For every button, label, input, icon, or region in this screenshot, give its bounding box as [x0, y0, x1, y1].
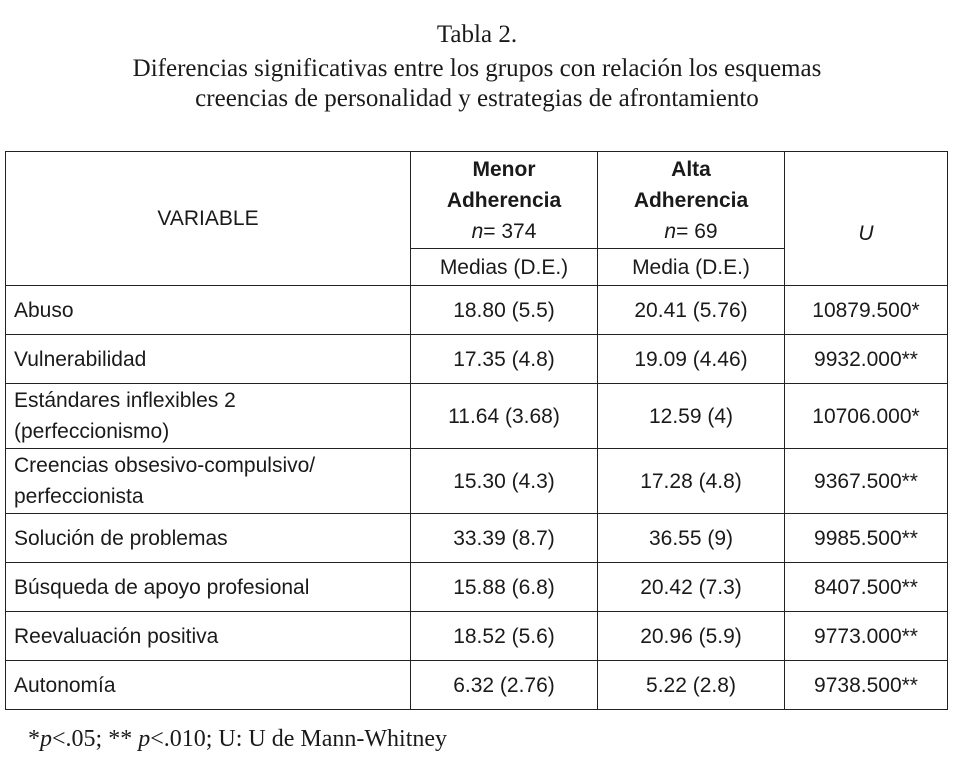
results-table: [5, 151, 948, 710]
table-row: [6, 384, 948, 449]
row-menor: 18.80 (5.5): [411, 286, 598, 335]
table-row: [6, 661, 948, 710]
row-u: 9932.000**: [785, 335, 948, 384]
row-variable: Solución de problemas: [6, 514, 411, 563]
row-alta: 12.59 (4): [598, 384, 785, 449]
row-alta: 20.41 (5.76): [598, 286, 785, 335]
row-variable-line1: Creencias obsesivo-compulsivo/: [14, 454, 316, 477]
row-u: 9773.000**: [785, 612, 948, 661]
row-variable: [6, 384, 411, 449]
table-caption-line-2: creencias de personalidad y estrategias de afrontamiento: [195, 85, 759, 112]
row-alta: 17.28 (4.8): [598, 449, 785, 514]
row-u: 9738.500**: [785, 661, 948, 710]
row-alta: 20.96 (5.9): [598, 612, 785, 661]
table-row: [6, 449, 948, 514]
header-menor-n: n= 374: [471, 219, 537, 243]
row-menor: 6.32 (2.76): [411, 661, 598, 710]
row-variable: Reevaluación positiva: [6, 612, 411, 661]
row-menor: 15.30 (4.3): [411, 449, 598, 514]
table-footnote: *p<.05; ** p<.010; U: U de Mann-Whitney: [28, 726, 448, 752]
row-menor: 18.52 (5.6): [411, 612, 598, 661]
table-row: [6, 335, 948, 384]
header-alta-sub: Media (D.E.): [598, 249, 785, 286]
row-u: 9985.500**: [785, 514, 948, 563]
row-u: 10879.500*: [785, 286, 948, 335]
header-menor-line2: Adherencia: [446, 188, 562, 212]
row-variable: [6, 449, 411, 514]
row-u: 10706.000*: [785, 384, 948, 449]
row-u: 9367.500**: [785, 449, 948, 514]
header-menor-sub: Medias (D.E.): [411, 249, 598, 286]
row-menor: 17.35 (4.8): [411, 335, 598, 384]
table-row: [6, 612, 948, 661]
row-variable: Búsqueda de apoyo profesional: [6, 563, 411, 612]
row-variable-line1: Estándares inflexibles 2: [14, 389, 236, 412]
row-alta: 36.55 (9): [598, 514, 785, 563]
header-u: U: [785, 152, 948, 286]
row-variable: Vulnerabilidad: [6, 335, 411, 384]
row-menor: 33.39 (8.7): [411, 514, 598, 563]
header-alta-adherencia: [598, 152, 785, 249]
row-variable-line2: (perfeccionismo): [14, 420, 170, 443]
table-title: Tabla 2.: [436, 21, 518, 48]
row-alta: 19.09 (4.46): [598, 335, 785, 384]
table-caption-line-1: Diferencias significativas entre los grupos con relación los esquemas: [132, 55, 822, 82]
row-menor: 15.88 (6.8): [411, 563, 598, 612]
row-variable: Abuso: [6, 286, 411, 335]
header-variable: VARIABLE: [6, 152, 411, 286]
row-alta: 5.22 (2.8): [598, 661, 785, 710]
header-alta-line1: Alta: [671, 157, 711, 181]
table-row: [6, 286, 948, 335]
header-menor-adherencia: [411, 152, 598, 249]
row-menor: 11.64 (3.68): [411, 384, 598, 449]
table-row: [6, 563, 948, 612]
header-alta-n: n= 69: [664, 219, 718, 243]
header-menor-line1: Menor: [472, 157, 536, 181]
row-u: 8407.500**: [785, 563, 948, 612]
row-variable-line2: perfeccionista: [14, 485, 144, 508]
row-alta: 20.42 (7.3): [598, 563, 785, 612]
row-variable: Autonomía: [6, 661, 411, 710]
header-alta-line2: Adherencia: [633, 188, 749, 212]
table-row: [6, 514, 948, 563]
